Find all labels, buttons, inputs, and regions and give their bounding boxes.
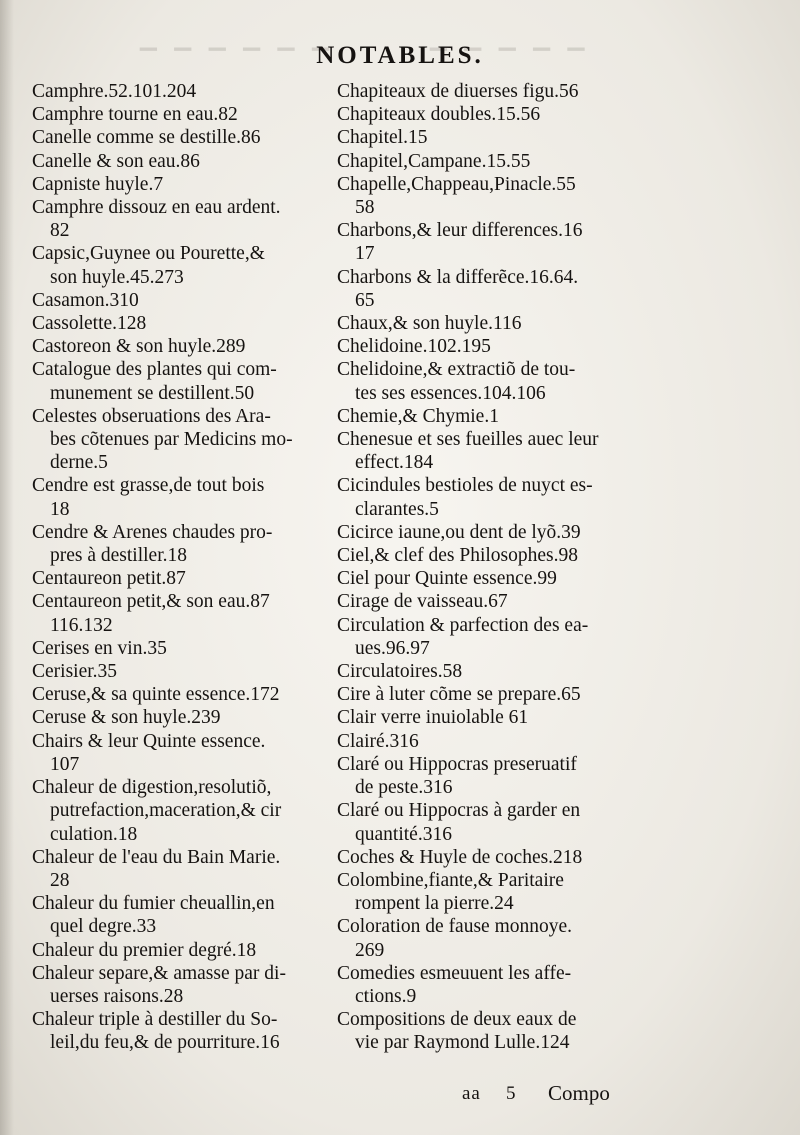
- index-entry-continuation: clarantes.5: [355, 498, 439, 520]
- index-entry: [337, 730, 629, 753]
- page-edge-shadow: [0, 0, 14, 1135]
- index-entry-line: Compositions de deux eaux de: [337, 1009, 577, 1031]
- index-entry-line: Chaleur de l'eau du Bain Marie.: [32, 846, 281, 868]
- index-entry: [32, 289, 334, 312]
- signature-mark: aa: [462, 1083, 481, 1104]
- index-entry: [32, 846, 334, 892]
- index-entry: [32, 637, 334, 660]
- index-entry-continuation: leil,du feu,& de pourriture.16: [50, 1032, 280, 1054]
- index-entry-line: Chapitel.15: [337, 127, 428, 149]
- index-entry: [32, 939, 334, 962]
- index-entry-continuation: son huyle.45.273: [50, 266, 184, 288]
- index-entry-line: Capsic,Guynee ou Pourette,&: [32, 243, 265, 265]
- index-entry-continuation: 65: [355, 289, 375, 311]
- index-entry-continuation: ues.96.97: [355, 637, 430, 659]
- index-entry-line: Chaux,& son huyle.116: [337, 313, 522, 335]
- index-entry-line: Circulatoires.58: [337, 661, 463, 683]
- index-entry-continuation: 18: [50, 498, 70, 520]
- index-entry-line: Clairé.316: [337, 730, 419, 752]
- index-entry: [32, 892, 334, 938]
- index-entry-line: Canelle comme se destille.86: [32, 127, 261, 149]
- index-entry-continuation: 58: [355, 197, 375, 219]
- index-entry: [32, 660, 334, 683]
- index-entry-continuation: derne.5: [50, 452, 108, 474]
- index-entry-line: Chemie,& Chymie.1: [337, 405, 499, 427]
- index-entry-continuation: 269: [355, 939, 385, 961]
- index-entry: [32, 1008, 334, 1054]
- index-entry: [32, 335, 334, 358]
- index-entry-continuation: 116.132: [50, 614, 113, 636]
- index-entry: [32, 706, 334, 729]
- index-entry-continuation: 28: [50, 869, 70, 891]
- index-entry-line: Castoreon & son huyle.289: [32, 336, 246, 358]
- index-entry-continuation: tes ses essences.104.106: [355, 382, 546, 404]
- index-entry: [337, 335, 629, 358]
- index-entry: [32, 474, 334, 520]
- index-entry: [32, 405, 334, 475]
- index-entry: [337, 474, 629, 520]
- index-entry: [337, 1008, 629, 1054]
- index-entry: [337, 683, 629, 706]
- index-entry: [337, 126, 629, 149]
- signature-number: 5: [506, 1083, 516, 1104]
- index-entry-continuation: uerses raisons.28: [50, 985, 184, 1007]
- index-entry-line: Chelidoine.102.195: [337, 336, 491, 358]
- index-entry-line: Chaleur de digestion,resolutiõ,: [32, 777, 272, 799]
- index-entry: [337, 428, 629, 474]
- index-entry: [32, 103, 334, 126]
- index-entry-line: Coches & Huyle de coches.218: [337, 846, 583, 868]
- index-entry-line: Clair verre inuiolable 61: [337, 707, 529, 729]
- index-column-right: [337, 80, 629, 1055]
- index-entry-line: Camphre.52.101.204: [32, 81, 197, 102]
- index-entry-line: Claré ou Hippocras à garder en: [337, 800, 581, 822]
- index-entry: [337, 312, 629, 335]
- index-entry-line: Coloration de fause monnoye.: [337, 916, 573, 938]
- index-entry: [32, 567, 334, 590]
- index-entry-continuation: 17: [355, 243, 375, 265]
- index-entry-line: Cerisier.35: [32, 661, 118, 683]
- index-entry-line: Chapitel,Campane.15.55: [337, 150, 531, 172]
- index-column-left: [32, 80, 334, 1055]
- bleed-through-mark: ▔ ▔ ▔ ▔ ▔: [430, 48, 591, 73]
- index-entry: [32, 730, 334, 776]
- index-entry: [337, 962, 629, 1008]
- index-entry-line: Cirage de vaisseau.67: [337, 591, 508, 613]
- index-entry-continuation: quel degre.33: [50, 916, 157, 938]
- index-entry-line: Cicindules bestioles de nuyct es-: [337, 475, 593, 497]
- index-entry-line: Cendre & Arenes chaudes pro-: [32, 521, 273, 543]
- index-entry: [337, 567, 629, 590]
- index-entry: [32, 80, 334, 103]
- index-entry-continuation: putrefaction,maceration,& cir: [50, 800, 282, 822]
- index-entry-continuation: quantité.316: [355, 823, 452, 845]
- index-entry: [32, 196, 334, 242]
- index-entry: [337, 358, 629, 404]
- index-entry-line: Ceruse,& sa quinte essence.172: [32, 684, 280, 706]
- index-entry-line: Chapiteaux doubles.15.56: [337, 104, 541, 126]
- index-entry-line: Chaleur du premier degré.18: [32, 939, 257, 961]
- running-head: NOTABLES.: [316, 42, 484, 69]
- index-entry: [337, 799, 629, 845]
- index-entry: [337, 590, 629, 613]
- index-entry: [337, 869, 629, 915]
- index-entry: [337, 405, 629, 428]
- index-entry-line: Camphre tourne en eau.82: [32, 104, 238, 126]
- index-entry: [337, 614, 629, 660]
- index-entry-line: Ciel pour Quinte essence.99: [337, 568, 557, 590]
- index-entry-line: Circulation & parfection des ea-: [337, 614, 589, 636]
- index-entry-line: Centaureon petit.87: [32, 568, 186, 590]
- index-entry-line: Canelle & son eau.86: [32, 150, 200, 172]
- index-entry-line: Chairs & leur Quinte essence.: [32, 730, 266, 752]
- index-entry: [32, 962, 334, 1008]
- index-entry-line: Casamon.310: [32, 289, 139, 311]
- index-entry: [337, 521, 629, 544]
- index-entry-line: Cerises en vin.35: [32, 637, 167, 659]
- index-entry-line: Ceruse & son huyle.239: [32, 707, 221, 729]
- index-entry-continuation: rompent la pierre.24: [355, 893, 514, 915]
- index-entry-line: Charbons & la differẽce.16.64.: [337, 266, 579, 288]
- index-entry-continuation: culation.18: [50, 823, 138, 845]
- index-entry-line: Chapelle,Chappeau,Pinacle.55: [337, 173, 576, 195]
- index-entry-line: Claré ou Hippocras preseruatif: [337, 753, 577, 775]
- index-entry: [337, 706, 629, 729]
- index-entry: [32, 683, 334, 706]
- index-entry-continuation: ctions.9: [355, 985, 417, 1007]
- index-entry: [337, 915, 629, 961]
- index-entry-line: Ciel,& clef des Philosophes.98: [337, 545, 579, 567]
- index-entry-line: Chaleur triple à destiller du So-: [32, 1009, 278, 1031]
- index-entry-line: Cassolette.128: [32, 313, 147, 335]
- index-entry-line: Chenesue et ses fueilles auec leur: [337, 429, 599, 451]
- index-entry: [337, 103, 629, 126]
- index-entry-continuation: bes cõtenues par Medicins mo-: [50, 429, 293, 451]
- index-entry: [337, 150, 629, 173]
- index-entry: [337, 266, 629, 312]
- index-entry-continuation: munement se destillent.50: [50, 382, 255, 404]
- index-entry-line: Celestes obseruations des Ara-: [32, 405, 271, 427]
- index-entry-continuation: de peste.316: [355, 777, 453, 799]
- index-entry-line: Chapiteaux de diuerses figu.56: [337, 81, 579, 102]
- index-entry: [337, 544, 629, 567]
- index-entry: [337, 173, 629, 219]
- index-entry-line: Colombine,fiante,& Paritaire: [337, 869, 564, 891]
- index-entry: [32, 312, 334, 335]
- index-entry-line: Cicirce iaune,ou dent de lyõ.39: [337, 521, 581, 543]
- index-entry: [32, 521, 334, 567]
- index-entry-line: Camphre dissouz en eau ardent.: [32, 197, 281, 219]
- index-entry: [32, 590, 334, 636]
- bleed-through-mark: ▔ ▔ ▔ ▔ ▔ ▔: [140, 48, 336, 73]
- index-entry-continuation: 82: [50, 220, 70, 242]
- index-entry-line: Catalogue des plantes qui com-: [32, 359, 277, 381]
- index-entry: [32, 358, 334, 404]
- index-entry-line: Charbons,& leur differences.16: [337, 220, 583, 242]
- index-entry: [32, 776, 334, 846]
- index-entry: [337, 846, 629, 869]
- index-entry-line: Cendre est grasse,de tout bois: [32, 475, 265, 497]
- index-entry-continuation: 107: [50, 753, 80, 775]
- index-entry-continuation: vie par Raymond Lulle.124: [355, 1032, 570, 1054]
- index-entry-line: Chaleur du fumier cheuallin,en: [32, 893, 275, 915]
- index-entry-continuation: effect.184: [355, 452, 434, 474]
- index-entry-line: Cire à luter cõme se prepare.65: [337, 684, 581, 706]
- index-entry: [32, 242, 334, 288]
- index-entry: [337, 219, 629, 265]
- index-entry: [32, 173, 334, 196]
- index-entry: [32, 126, 334, 149]
- index-entry: [337, 80, 629, 103]
- index-entry-line: Chelidoine,& extractiõ de tou-: [337, 359, 576, 381]
- index-entry-line: Centaureon petit,& son eau.87: [32, 591, 270, 613]
- index-entry: [337, 753, 629, 799]
- index-entry: [32, 150, 334, 173]
- index-entry-line: Comedies esmeuuent les affe-: [337, 962, 572, 984]
- index-entry-line: Capniste huyle.7: [32, 173, 164, 195]
- index-entry-line: Chaleur separe,& amasse par di-: [32, 962, 286, 984]
- index-entry: [337, 660, 629, 683]
- catchword: Compo: [548, 1081, 610, 1105]
- index-entry-continuation: pres à destiller.18: [50, 545, 188, 567]
